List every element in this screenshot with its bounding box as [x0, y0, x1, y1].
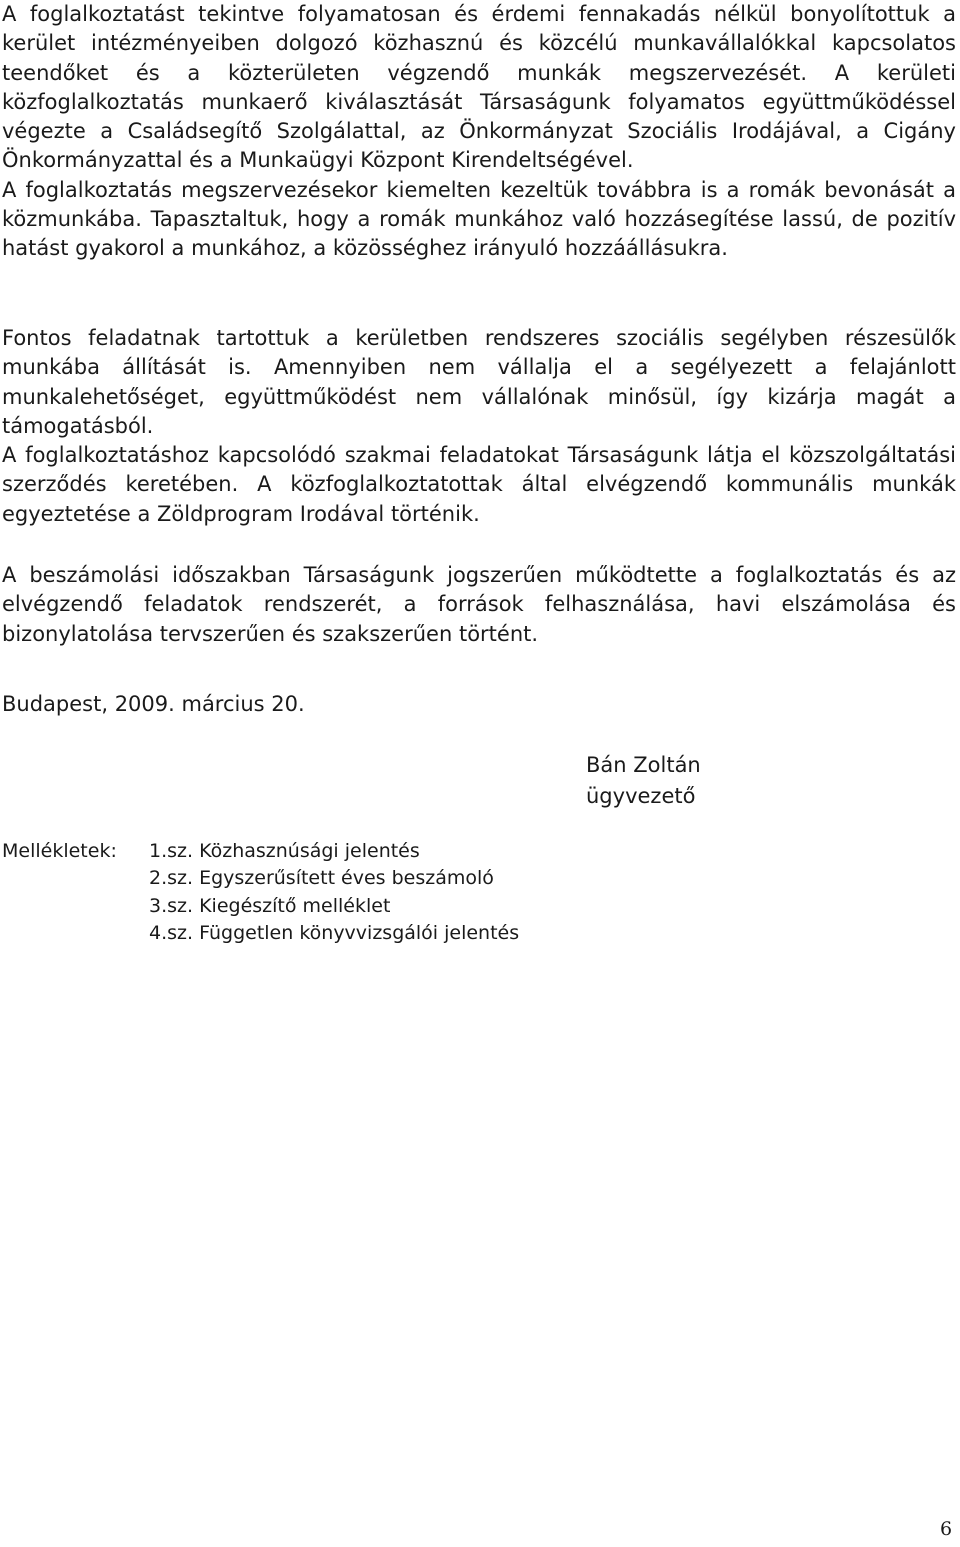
- paragraph-block-employment: [2, 0, 956, 264]
- page-number: 6: [940, 1518, 953, 1540]
- paragraph: A foglalkoztatást tekintve folyamatosan és érdemi fennakadás nélkül bonyolítottuk a kerület intézményeiben dolgozó közhasznú és közcélú munkavállalókkal kapcsolatos teendőket és a közterületen végzendő munkák megszervezését. A kerületi közfoglalkoztatás munkaerő kiválasztását Társaságunk folyamatos együttműködéssel végezte a Családsegítő Szolgálattal, az Önkormányzat Szociális Irodájával, a Cigány Önkormányzattal és a Munkaügyi Központ Kirendeltségével.: [2, 2, 956, 173]
- attachment-item: 2.sz. Egyszerűsített éves beszámoló: [149, 867, 494, 890]
- signature-block: [586, 750, 701, 812]
- signatory-title: ügyvezető: [586, 784, 696, 808]
- attachments-label: Mellékletek:: [2, 840, 117, 862]
- place-and-date: Budapest, 2009. március 20.: [2, 692, 305, 716]
- paragraph: A foglalkoztatáshoz kapcsolódó szakmai feladatokat Társaságunk látja el közszolgáltatási szerződés keretében. A közfoglalkoztatottak által elvégzendő kommunális munkák egyeztetése a Zöldprogram Irodával történik.: [2, 443, 956, 526]
- paragraph: Fontos feladatnak tartottuk a kerületben rendszeres szociális segélyben részesülők munkába állítását is. Amennyiben nem vállalja el a segélyezett a felajánlott munkalehetőséget, együttműködést nem vállalónak minősül, így kizárja magát a támogatásból.: [2, 326, 956, 438]
- attachment-item: 3.sz. Kiegészítő melléklet: [149, 894, 391, 917]
- paragraph: A beszámolási időszakban Társaságunk jogszerűen működtette a foglalkoztatás és az elvégzendő feladatok rendszerét, a források felhasználása, havi elszámolása és bizonylatolása tervszerűen és szakszerűen történt.: [2, 563, 956, 646]
- paragraph: A foglalkoztatás megszervezésekor kiemelten kezeltük továbbra is a romák bevonását a közmunkába. Tapasztaltuk, hogy a romák munkához való hozzásegítése lassú, de pozitív hatást gyakorol a munkához, a közösséghez irányuló hozzáállásukra.: [2, 177, 956, 261]
- signatory-name: Bán Zoltán: [586, 753, 701, 777]
- attachment-item: 4.sz. Független könyvvizsgálói jelentés: [149, 921, 520, 944]
- attachment-item: 1.sz. Közhasznúsági jelentés: [149, 840, 420, 862]
- paragraph-block-summary: [2, 561, 956, 649]
- paragraph-block-social-aid: [2, 324, 956, 529]
- attachments-list: [149, 838, 519, 947]
